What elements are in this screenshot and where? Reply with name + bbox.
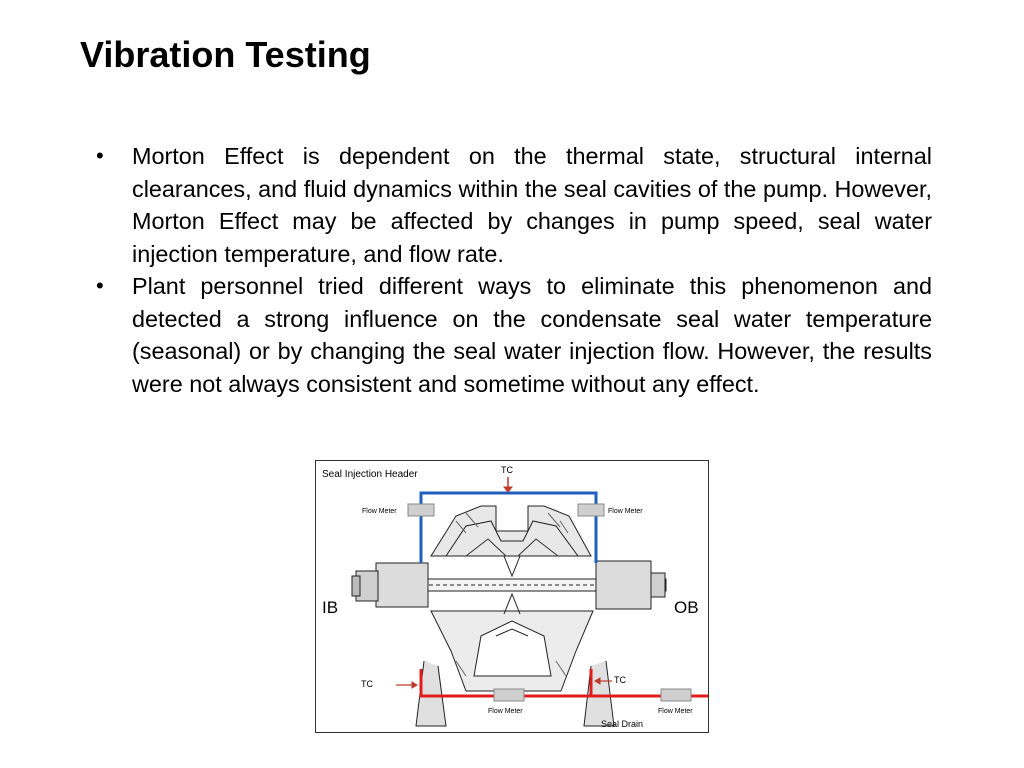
ob-label: OB bbox=[674, 598, 699, 617]
pump-diagram-svg bbox=[316, 461, 708, 732]
ib-label: IB bbox=[322, 598, 339, 617]
bullet-list bbox=[84, 140, 932, 400]
flow-meter-left-label: Flow Meter bbox=[362, 508, 397, 515]
bullet-dot-icon: • bbox=[96, 273, 104, 298]
seal-injection-header-label: Seal Injection Header bbox=[322, 469, 418, 480]
flow-meter-right-label: Flow Meter bbox=[608, 508, 643, 515]
bullet-dot-icon: • bbox=[96, 143, 104, 168]
flow-meter-bottom-label: Flow Meter bbox=[488, 708, 523, 715]
tc-right-label: TC bbox=[614, 675, 626, 685]
flow-meter-right-icon bbox=[578, 504, 604, 516]
tc-left-arrow-icon bbox=[396, 682, 417, 688]
flow-meter-bottom-icon bbox=[494, 689, 524, 701]
bullet-text: Plant personnel tried different ways to eliminate this phenomenon and detected a strong influence on the condensate seal water temperature (seasonal) or by changing the seal water injection flow. However, the results were not always consistent and sometime without any effect. bbox=[132, 273, 932, 397]
flow-meter-bottom-right-label: Flow Meter bbox=[658, 708, 693, 715]
bullet-item bbox=[84, 270, 932, 400]
pump-seal-diagram bbox=[315, 460, 709, 733]
tc-top-arrow-icon bbox=[504, 477, 512, 492]
flow-meter-bottom-right-icon bbox=[661, 689, 691, 701]
bullet-item bbox=[84, 140, 932, 270]
bullet-text: Morton Effect is dependent on the thermal state, structural internal clearances, and fluid dynamics within the seal cavities of the pump. However, Morton Effect may be affected by changes in pump speed, seal water injection temperature, and flow rate. bbox=[132, 143, 932, 267]
tc-left-label: TC bbox=[361, 679, 373, 689]
tc-top-label: TC bbox=[501, 465, 513, 475]
flow-meter-left-icon bbox=[408, 504, 434, 516]
seal-drain-label: Seal Drain bbox=[601, 719, 644, 729]
slide-title: Vibration Testing bbox=[80, 34, 371, 75]
